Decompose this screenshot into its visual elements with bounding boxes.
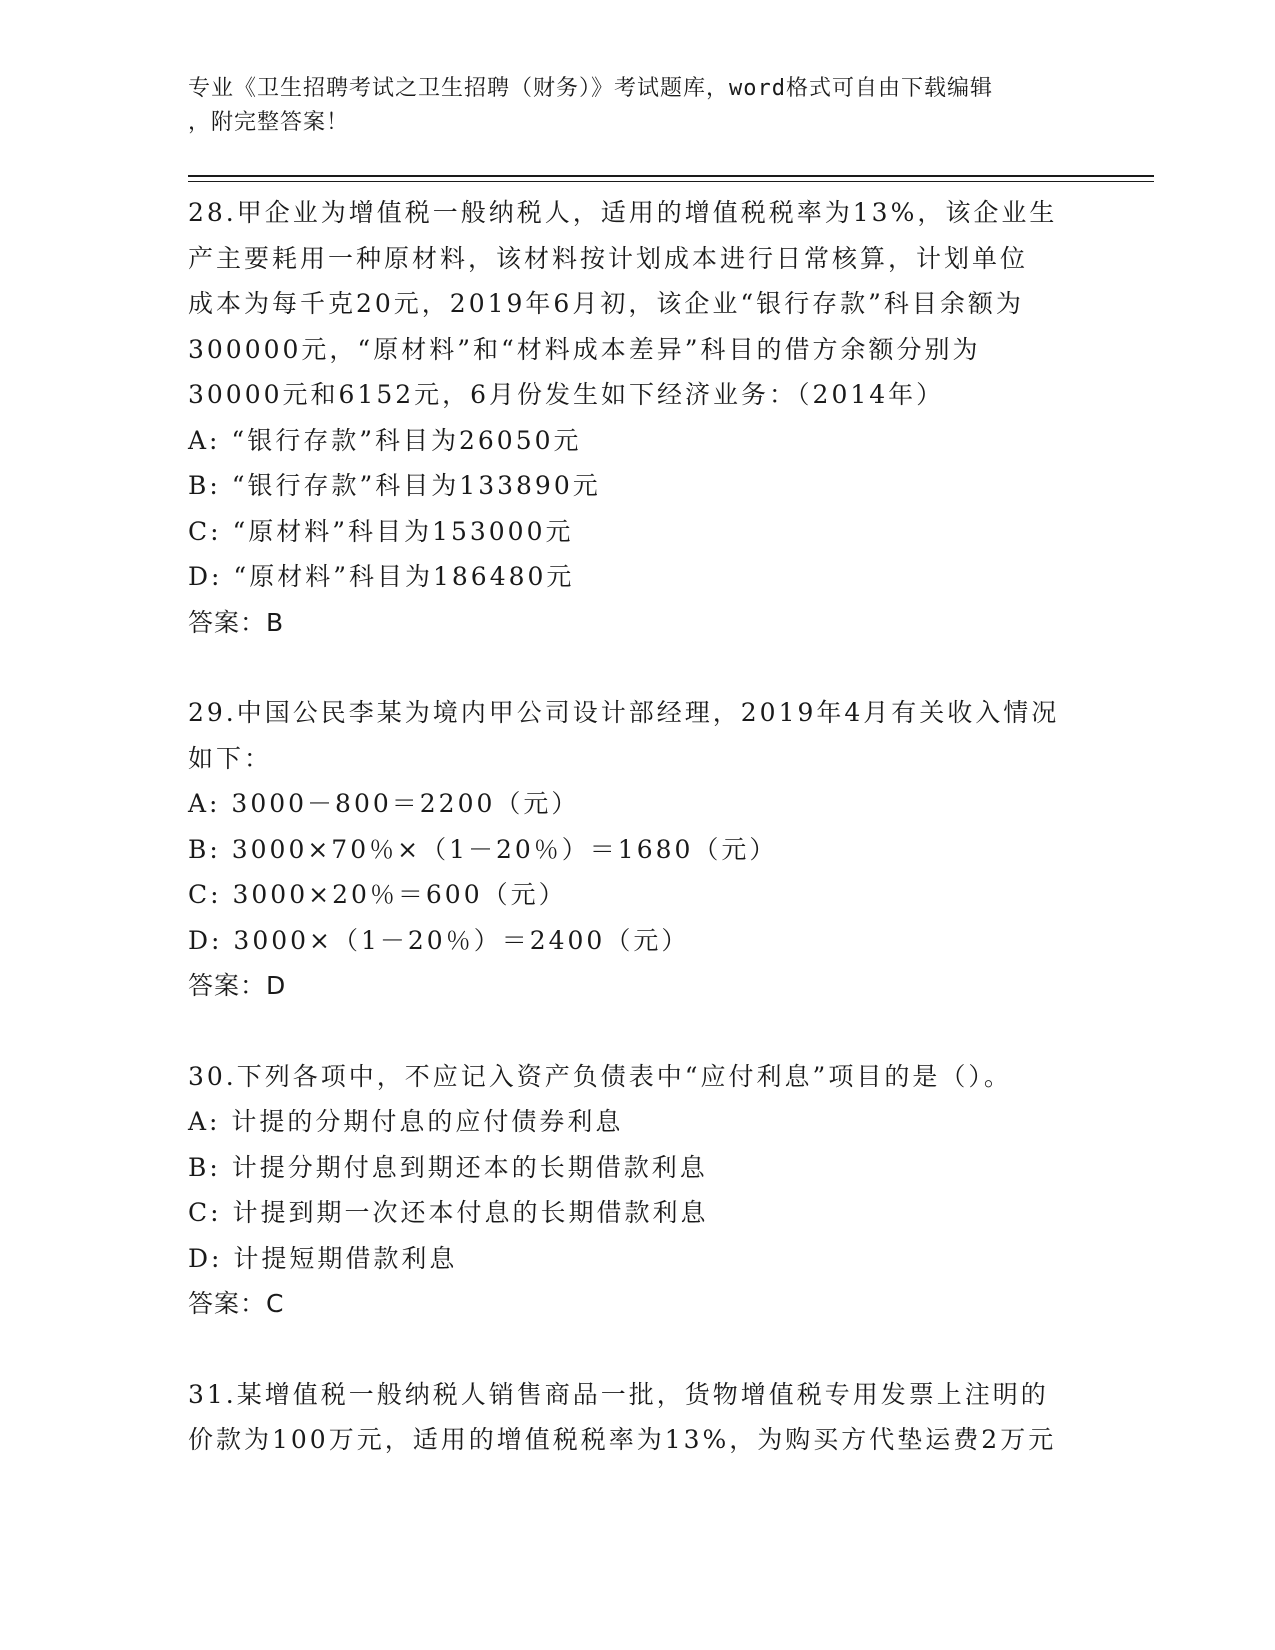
question-30: [188, 1054, 1088, 1327]
question-stem-line: 价款为100万元，适用的增值税税率为13%，为购买方代垫运费2万元: [188, 1425, 1057, 1454]
header-line-1: 专业《卫生招聘考试之卫生招聘（财务）》考试题库，word格式可自由下载编辑: [188, 76, 993, 101]
answer-line: 答案：D: [188, 971, 287, 1000]
option-a: A: 计提的分期付息的应付债券利息: [188, 1107, 624, 1136]
option-c: C: 计提到期一次还本付息的长期借款利息: [188, 1198, 709, 1227]
question-list: [188, 190, 1088, 1508]
option-a: A: 3000－800＝2200（元）: [188, 789, 580, 818]
question-stem-line: 产主要耗用一种原材料，该材料按计划成本进行日常核算，计划单位: [188, 243, 1029, 273]
question-stem-line: 31.某增值税一般纳税人销售商品一批，货物增值税专用发票上注明的: [188, 1379, 1049, 1409]
option-a: A: “银行存款”科目为26050元: [188, 425, 582, 455]
header-line-2: ，附完整答案！: [188, 110, 350, 135]
option-d: D: 3000×（1－20％）＝2400（元）: [188, 925, 690, 955]
question-stem-line: 300000元，“原材料”和“材料成本差异”科目的借方余额分别为: [188, 334, 981, 364]
question-stem-line: 成本为每千克20元，2019年6月初，该企业“银行存款”科目余额为: [188, 289, 1024, 318]
question-stem-line: 28.甲企业为增值税一般纳税人，适用的增值税税率为13%，该企业生: [188, 198, 1058, 227]
option-c: C: 3000×20％＝600（元）: [188, 880, 567, 909]
option-d: D: “原材料”科目为186480元: [188, 562, 575, 591]
option-b: B: “银行存款”科目为133890元: [188, 471, 601, 500]
question-31: [188, 1372, 1088, 1463]
answer-line: 答案：B: [188, 607, 285, 637]
option-d: D: 计提短期借款利息: [188, 1243, 458, 1273]
option-b: B: 3000×70％×（1－20％）＝1680（元）: [188, 834, 778, 864]
question-stem-line: 如下：: [188, 743, 273, 773]
question-stem-line: 30000元和6152元，6月份发生如下经济业务：（2014年）: [188, 380, 945, 409]
header-divider-thin: [188, 181, 1154, 182]
question-29: [188, 690, 1088, 1009]
document-header: [188, 72, 1088, 140]
option-c: C: “原材料”科目为153000元: [188, 516, 574, 546]
header-divider-thick: [188, 175, 1154, 177]
option-b: B: 计提分期付息到期还本的长期借款利息: [188, 1152, 708, 1182]
question-stem-line: 29.中国公民李某为境内甲公司设计部经理，2019年4月有关收入情况: [188, 698, 1060, 727]
answer-line: 答案：C: [188, 1289, 285, 1318]
question-stem-line: 30.下列各项中，不应记入资产负债表中“应付利息”项目的是（）。: [188, 1061, 1012, 1091]
question-28: [188, 190, 1088, 645]
